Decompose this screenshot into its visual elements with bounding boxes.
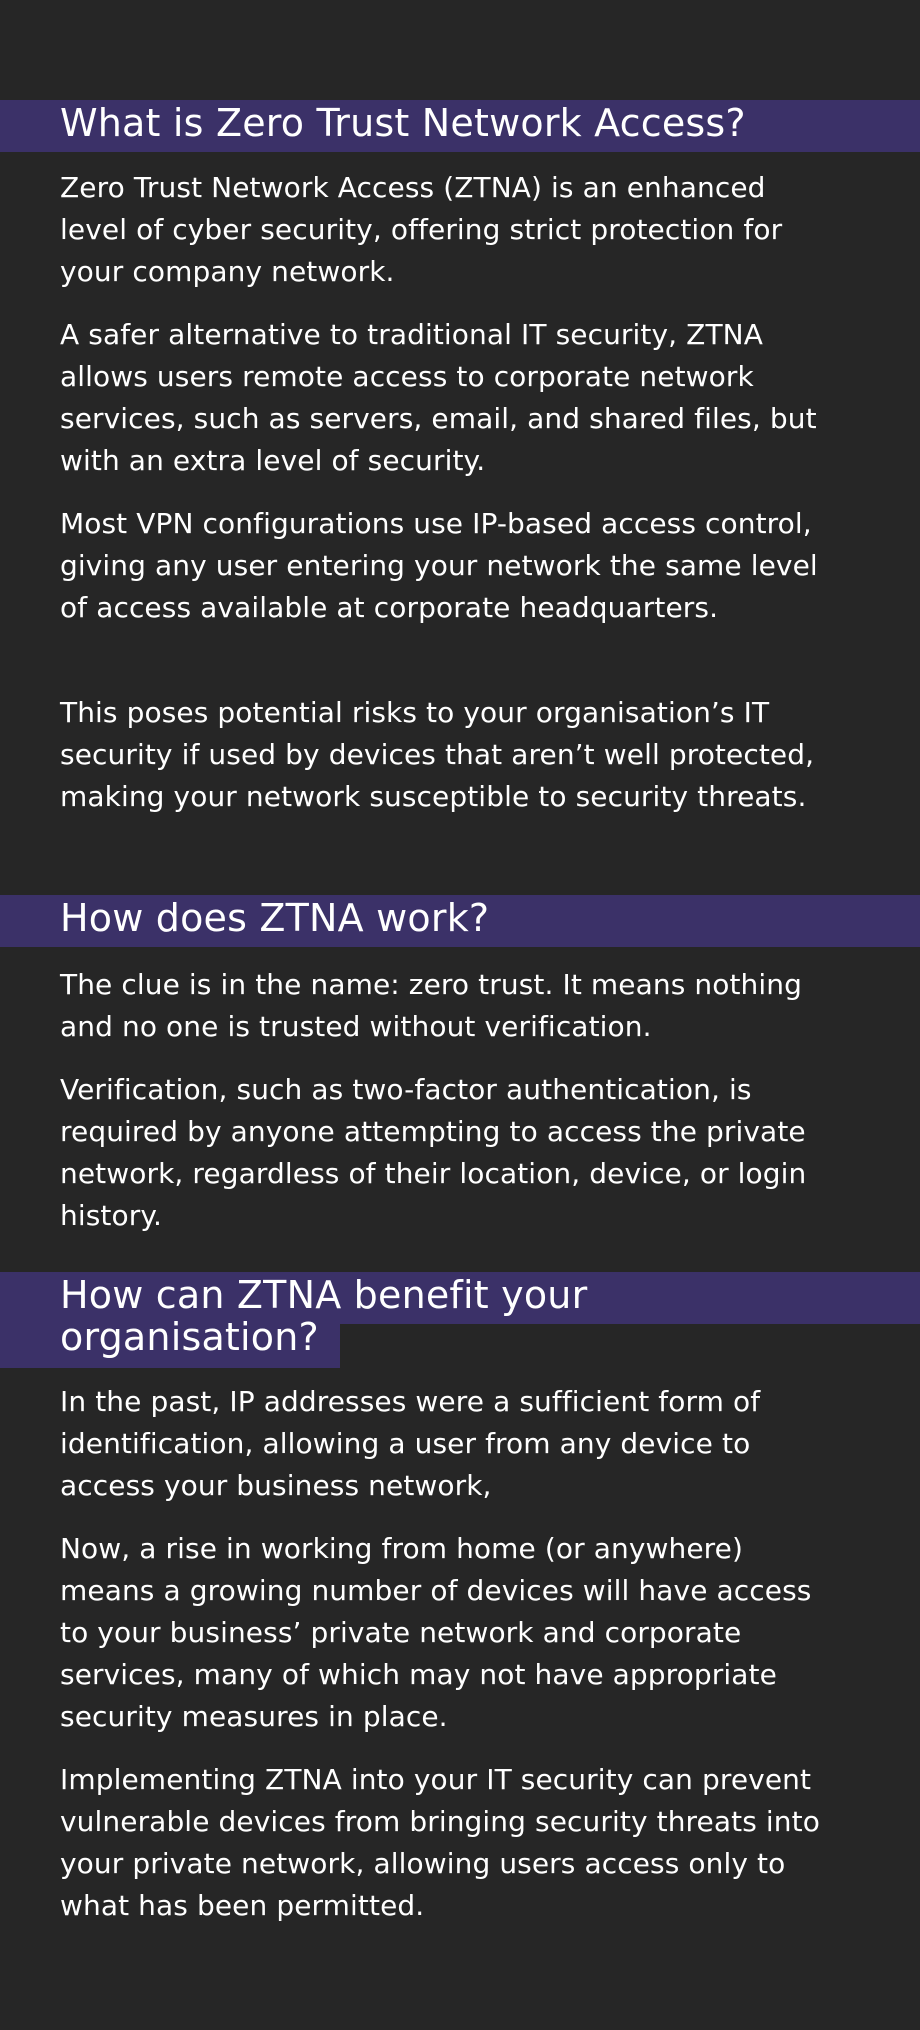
paragraph: Implementing ZTNA into your IT security can prevent vulnerable devices from bringing security threats into your private network, allowing users access only to what has been permitted. — [60, 1763, 820, 1922]
paragraph: In the past, IP addresses were a sufficient form of identification, allowing a user from any device to access your business network, — [60, 1385, 761, 1502]
section-heading-what-is-ztna: What is Zero Trust Network Access? — [60, 101, 746, 145]
paragraph: This poses potential risks to your organisation’s IT security if used by devices that aren’t well protected, making your network susceptible to security threats. — [60, 696, 815, 813]
paragraph: A safer alternative to traditional IT security, ZTNA allows users remote access to corporate network services, such as servers, email, and shared files, but with an extra level of security. — [60, 318, 817, 477]
section-heading-ztna-benefit: How can ZTNA benefit your organisation? — [60, 1273, 588, 1359]
paragraph: Verification, such as two-factor authentication, is required by anyone attempting to access the private network, regardless of their location, device, or login history. — [60, 1073, 807, 1232]
paragraph: Most VPN configurations use IP-based access control, giving any user entering your network the same level of access available at corporate headquarters. — [60, 507, 818, 624]
paragraph: The clue is in the name: zero trust. It means nothing and no one is trusted without verification. — [60, 968, 802, 1043]
paragraph: Now, a rise in working from home (or anywhere) means a growing number of devices will have access to your business’ private network and corporate services, many of which may not have appropriate security measures in place. — [60, 1532, 812, 1733]
section-heading-how-does-ztna-work: How does ZTNA work? — [60, 896, 490, 940]
paragraph: Zero Trust Network Access (ZTNA) is an enhanced level of cyber security, offering strict protection for your company network. — [60, 171, 783, 288]
